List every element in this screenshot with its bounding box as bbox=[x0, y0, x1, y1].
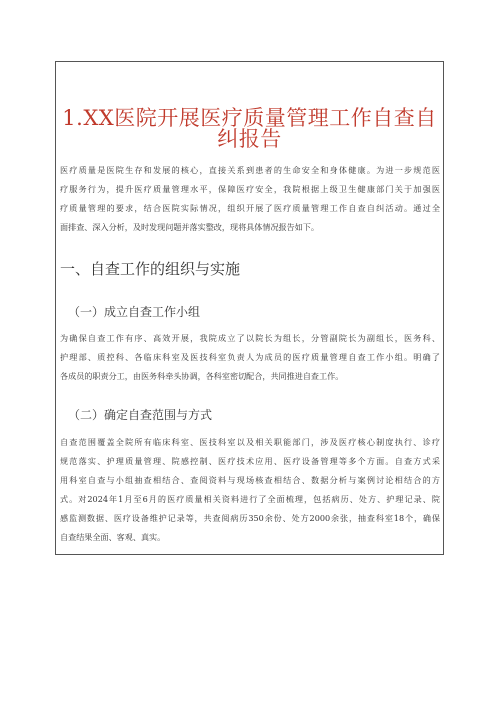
sub1-line-3: 各成员的职责分工，由医务科牵头协调，各科室密切配合，共同推进自查工作。 bbox=[60, 371, 344, 381]
sub1-line-1: 为确保自查工作有序、高效开展，我院成立了以院长为组长，分管副院长为副组长，医务科、 bbox=[60, 333, 440, 343]
sub2-line-6: 自查结果全面、客观、真实。 bbox=[60, 532, 166, 542]
intro-line-1: 医疗质量是医院生存和发展的核心，直接关系到患者的生命安全和身体健康。为进一步规范医 bbox=[60, 165, 440, 175]
report-title-line2: 纠报告 bbox=[217, 127, 282, 151]
subsection-heading-2: （二）确定自查范围与方式 bbox=[68, 408, 213, 422]
sub2-line-4: 式。对2024年1月至6月的医疗质量相关资料进行了全面梳理，包括病历、处方、护理记录、院 bbox=[60, 494, 440, 504]
intro-line-2: 疗服务行为，提升医疗质量管理水平，保障医疗安全，我院根据上级卫生健康部门关于加强医 bbox=[60, 184, 440, 194]
sub1-line-2: 护理部、质控科、各临床科室及医技科室负责人为成员的医疗质量管理自查工作小组。明确了 bbox=[60, 352, 440, 362]
sub2-line-5: 感监测数据、医疗设备维护记录等，共查阅病历350余份、处方2000余张，抽查科室18个，确保 bbox=[60, 513, 440, 523]
report-title-line1: 1.XX医院开展医疗质量管理工作自查自 bbox=[62, 106, 437, 130]
section-heading-1: 一、自查工作的组织与实施 bbox=[60, 260, 241, 278]
intro-line-3: 疗质量管理的要求，结合医院实际情况，组织开展了医疗质量管理工作自查自纠活动。通过全 bbox=[60, 203, 440, 213]
subsection-heading-1: （一）成立自查工作小组 bbox=[68, 305, 201, 319]
sub2-line-1: 自查范围覆盖全院所有临床科室、医技科室以及相关职能部门，涉及医疗核心制度执行、诊疗 bbox=[60, 437, 440, 447]
sub2-line-2: 规范落实、护理质量管理、院感控制、医疗技术应用、医疗设备管理等多个方面。自查方式采 bbox=[60, 456, 440, 466]
intro-line-4: 面排查、深入分析，及时发现问题并落实整改，现将具体情况报告如下。 bbox=[60, 222, 320, 232]
sub2-line-3: 用科室自查与小组抽查相结合、查阅资料与现场核查相结合、数据分析与案例讨论相结合的方 bbox=[60, 475, 440, 485]
